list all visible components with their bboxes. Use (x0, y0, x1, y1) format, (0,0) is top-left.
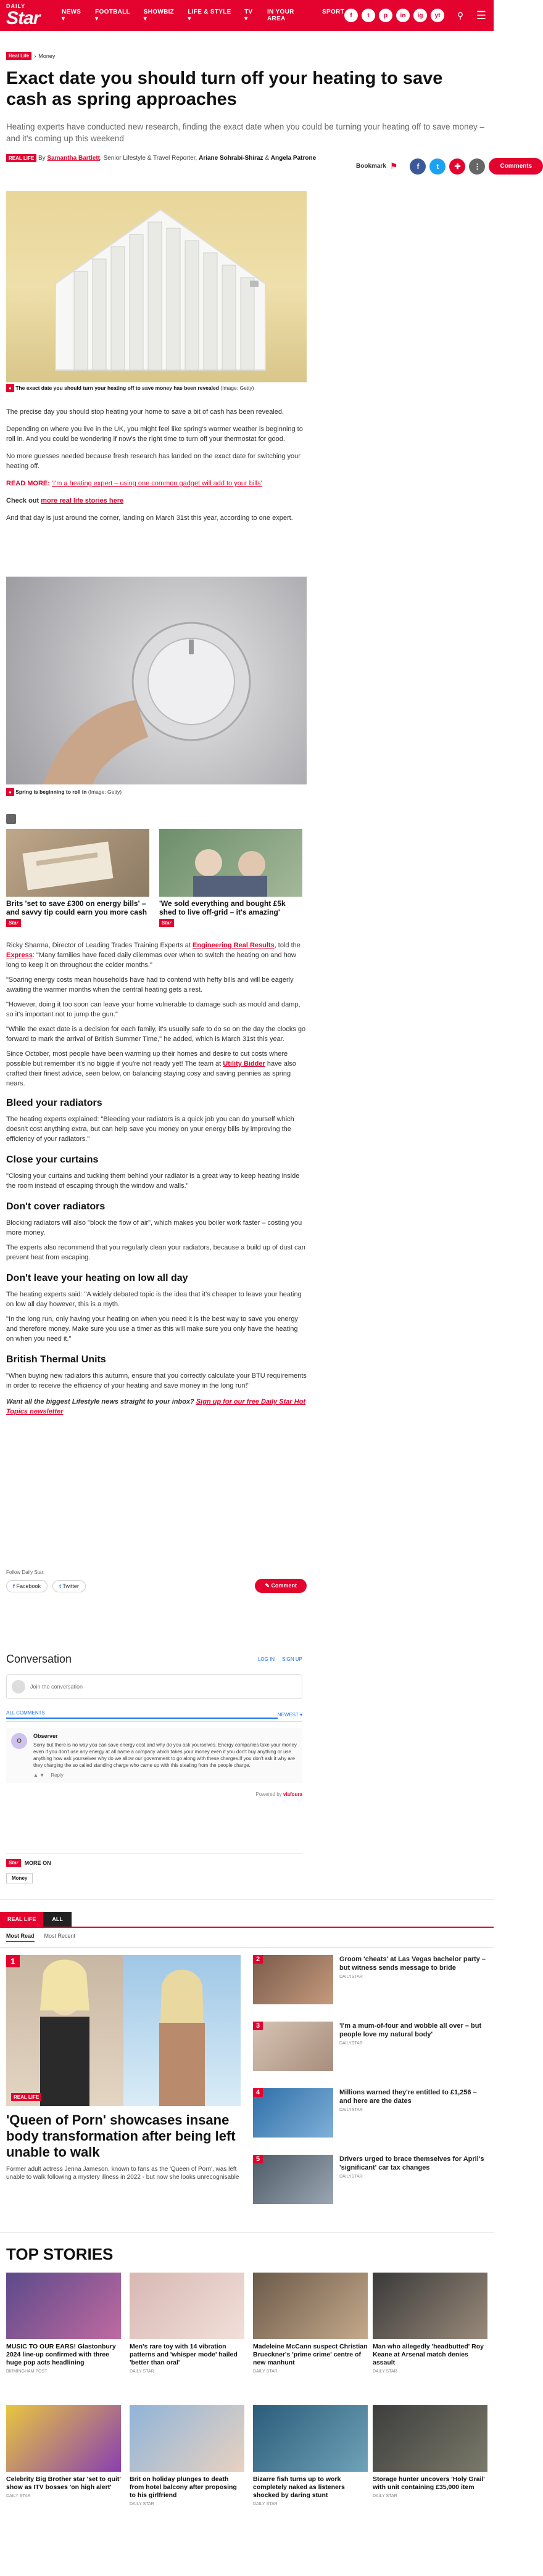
main-card-tag[interactable]: REAL LIFE (11, 2093, 41, 2101)
list-item[interactable]: 3 'I'm a mum-of-four and wobble all over – but people love my natural body' DAILYSTAR (253, 2022, 487, 2077)
comment-item (6, 1728, 302, 1783)
nav-item-in-your-area[interactable]: IN YOUR AREA (267, 9, 294, 22)
thermostat-caption: ● Spring is beginning to roll in (Image: Getty) (6, 789, 307, 796)
top-nav (0, 0, 494, 31)
top-story-card[interactable]: Brit on holiday plunges to death from hotel balcony after proposing to his girlfriend DAILY STAR (130, 2405, 244, 2506)
list-item-title: 'I'm a mum-of-four and wobble all over – but people love my natural body' (339, 2022, 482, 2038)
main-card-image (6, 1955, 241, 2106)
share-more-icon[interactable]: ⋮ (469, 158, 485, 175)
thermostat-image (6, 577, 307, 784)
top-story-image (253, 2405, 368, 2472)
star-badge: Star (6, 919, 21, 927)
daily-star-logo[interactable]: DAILY Star (6, 2, 40, 28)
subheading: Close your curtains (6, 1154, 99, 1165)
hero-image (6, 191, 307, 382)
nav-item-life-style[interactable]: LIFE & STYLE ▾ (188, 9, 231, 22)
dislike-icon[interactable]: ▼ (39, 1772, 45, 1778)
top-story-image (373, 2273, 487, 2339)
radiator-house-illustration (6, 191, 307, 382)
top-story-card[interactable]: Storage hunter uncovers 'Holy Grail' with unit containing £35,000 item DAILY STAR (373, 2405, 487, 2498)
conversation-title: Conversation (6, 1653, 72, 1665)
comments-button[interactable]: Comments (489, 158, 543, 175)
top-story-title: Man who allegedly 'headbutted' Roy Keane at Arsenal match denies assault (373, 2343, 484, 2366)
tab-all-comments[interactable]: ALL COMMENTS (6, 1710, 278, 1719)
tab-real-life[interactable]: REAL LIFE (0, 1912, 43, 1927)
subheading: Bleed your radiators (6, 1098, 102, 1108)
comment-author[interactable]: Observer (33, 1733, 58, 1739)
sort-newest-dropdown[interactable]: NEWEST ▾ (277, 1711, 302, 1718)
related-card-title: 'We sold everything and bought £5k shed to live off-grid – it's amazing' (159, 899, 286, 916)
utility-bidder-link[interactable]: Utility Bidder (223, 1060, 265, 1068)
nav-item-news[interactable]: NEWS ▾ (62, 9, 81, 22)
breadcrumb-tag[interactable]: Real Life (6, 52, 31, 60)
main-card-title: 'Queen of Porn' showcases insane body transformation after being left unable to walk (6, 2112, 236, 2160)
twitter-icon[interactable]: t (362, 9, 375, 22)
list-item[interactable]: 4 Millions warned they're entitled to £1,256 – and here are the dates DAILYSTAR (253, 2088, 487, 2144)
list-item[interactable]: 5 Drivers urged to brace themselves for April's 'significant' car tax changes DAILYSTAR (253, 2155, 487, 2210)
bookmark-button[interactable]: Bookmark (356, 163, 386, 170)
tab-most-recent[interactable]: Most Recent (44, 1933, 76, 1939)
list-item-title: Millions warned they're entitled to £1,256 – and here are the dates (339, 2089, 477, 2105)
share-flipboard-icon[interactable]: ✚ (449, 158, 465, 175)
list-item-image: 5 (253, 2155, 333, 2204)
comment-input[interactable] (30, 1684, 297, 1690)
follow-bar: Follow Daily Star: f Facebook t Twitter ✎ Comment (6, 1570, 307, 1593)
list-item-title: Groom 'cheats' at Las Vegas bachelor party – but witness sends message to bride (339, 1956, 486, 1972)
author-link[interactable]: Samantha Bartlett (47, 155, 100, 162)
nav-item-tv[interactable]: TV ▾ (244, 9, 253, 22)
bookmark-icon[interactable]: ⚑ (389, 161, 398, 171)
topic-chip-money[interactable]: Money (6, 1873, 33, 1883)
subheading: Don't leave your heating on low all day (6, 1273, 188, 1283)
article-body-2: Ricky Sharma, Director of Leading Trades Training Experts at Engineering Real Results, told the Express: "Many families have faced daily dilemmas over when to switch the heating on and how long to keep it on throughout the colder months." "Soaring energy costs mean households have had to contend with hefty bills and will be eagerly awaiting the warmer months when the central heating gets a rest. "However, doing it too soon can leave your home vulnerable to damage such as mould and damp, so it's important not to jump the gun." "While the exact date is a decision for each family, it's usually safe to do so on the day the clocks go forward to mark the arrival of British Summer Time," he added, which is March 31st this year. Since October, most people have been warming up their homes and desire to cut costs where possible but remember it's no biggie if you're not ready yet! The team at Utility Bidder have also crafted their finest advice, seen below, on balancing staying cosy and saving pennies as spring nears. Bleed your radiators The heating experts explained: "Bleeding your radiators is a quick job you can do yourself which doesn't cost anything extra, but can help save you money on your energy bills by improving the efficiency of your radiators." Close your curtains "Closing your curtains and tucking them behind your radiator is a great way to keep heating inside the room instead of escaping through the window and walls." Don't cover radiators Blocking radiators will also "block the flow of air", which makes you boiler work faster – costing you more money. The experts also recommend that you regularly clean your radiators, because a build up of dust can prevent heat from escaping. Don't leave your heating on low all day The heating experts said: "A widely debated topic is the idea that it's cheaper to leave your heating on low all day however, this is a myth. "In the long run, only having your heating on when you need it is the best way to save you energy and therefore money. Make sure you use a timer as this will make sure you only have the heating on when you need it." British Thermal Units "When buying new radiators this autumn, ensure that you correctly calculate your BTU requirements in order to receive the efficiency of your heating and save money in the long run!" Want all the biggest Lifestyle news straight to your inbox? Sign up for our free Daily Star Hot Topics newsletter (6, 942, 307, 1415)
comment-icon: ✎ (265, 1582, 270, 1589)
follow-twitter-button[interactable]: t Twitter (52, 1580, 86, 1592)
share-bar (356, 158, 543, 175)
list-item-image: 4 (253, 2088, 333, 2138)
facebook-icon[interactable]: f (344, 9, 358, 22)
top-story-title: Celebrity Big Brother star 'set to quit' show as ITV bosses 'on high alert' (6, 2475, 121, 2491)
user-avatar-placeholder (12, 1680, 25, 1693)
check-out-link[interactable]: more real life stories here (41, 497, 124, 504)
conversation-panel (6, 1653, 302, 1797)
linkedin-icon[interactable]: in (396, 9, 410, 22)
camera-icon: ● (6, 384, 14, 392)
more-on-section: Star MORE ON Money (6, 1853, 302, 1883)
related-card-title: Brits 'set to save £300 on energy bills' – and savvy tip could earn you more cash (6, 899, 147, 916)
most-read-main-card[interactable] (6, 1955, 241, 2181)
breadcrumb-separator: › (34, 52, 36, 59)
related-card[interactable] (159, 829, 302, 928)
top-stories-title: TOP STORIES (6, 2245, 114, 2263)
rank-number: 1 (6, 1955, 20, 1967)
share-twitter-icon[interactable]: t (429, 158, 446, 175)
related-articles (6, 814, 302, 931)
byline-tag[interactable]: REAL LIFE (6, 154, 36, 162)
share-facebook-icon[interactable]: f (410, 158, 426, 175)
tab-all[interactable]: ALL (43, 1912, 72, 1927)
main-card-desc: Former adult actress Jenna Jameson, known to fans as the 'Queen of Porn', was left unable to walk following a mystery illness in 2022 - but now she looks unrecognisable (6, 2166, 239, 2181)
author-name[interactable]: Angela Patrone (270, 155, 317, 162)
signup-link[interactable]: SIGN UP (282, 1656, 302, 1662)
most-read-section (0, 1912, 494, 1948)
subheading: Don't cover radiators (6, 1201, 106, 1212)
top-story-card[interactable]: Man who allegedly 'headbutted' Roy Keane at Arsenal match denies assault DAILY STAR (373, 2273, 487, 2374)
top-story-card[interactable]: Men's rare toy with 14 vibration patterns and 'whisper mode' hailed 'better than oral' DAILY STAR (130, 2273, 244, 2374)
hero-caption: ● The exact date you should turn your heating off to save money has been revealed (Image: Getty) (6, 385, 307, 392)
top-story-image (253, 2273, 368, 2339)
top-story-title: Brit on holiday plunges to death from hotel balcony after proposing to his girlfriend (130, 2475, 237, 2499)
list-item-image: 2 (253, 1955, 333, 2004)
engineering-link[interactable]: Engineering Real Results (193, 942, 275, 949)
viafoura-logo[interactable]: viafoura (283, 1792, 302, 1797)
express-link[interactable]: Express (6, 952, 33, 959)
tab-most-read[interactable]: Most Read (6, 1933, 35, 1942)
top-story-title: Men's rare toy with 14 vibration patterns and 'whisper mode' hailed 'better than oral' (130, 2343, 238, 2366)
instagram-icon[interactable]: ig (413, 9, 427, 22)
powered-by: Powered by viafoura (255, 1792, 302, 1797)
comment-actions (33, 1772, 297, 1778)
related-card[interactable] (6, 829, 149, 928)
reply-button[interactable]: Reply (51, 1772, 64, 1778)
divider (0, 2232, 494, 2233)
top-story-image (130, 2273, 244, 2339)
article-standfirst: Heating experts have conducted new research, finding the exact date when you could be turning your heating off to save money – and it's coming up this weekend (6, 122, 484, 143)
pinterest-icon[interactable]: p (379, 9, 392, 22)
star-badge: Star (159, 919, 174, 927)
top-story-image (130, 2405, 244, 2472)
most-read-list (253, 1955, 487, 2210)
breadcrumb (6, 52, 55, 60)
breadcrumb-section[interactable]: Money (38, 52, 56, 59)
social-links (344, 9, 487, 22)
article-body-1: The precise day you should stop heating your home to save a bit of cash has been revealed. Depending on where you live in the UK, you might feel like spring's warmer weather is beginning to roll in. And you could be wondering if now's the right time to turn off your thermostat for good. No more guesses needed because fresh research has landed on the exact date for switching your heating off. READ MORE: 'I'm a heating expert – using one common gadget will add to your bills' Check out more real life stories here And that day is just around the corner, landing on March 31st this year, according to one expert. (6, 408, 303, 522)
byline: REAL LIFE By Samantha Bartlett, Senior Lifestyle & Travel Reporter, Ariane Sohrabi-Shiraz & Angela Patrone (6, 154, 352, 163)
like-icon[interactable]: ▲ (33, 1772, 38, 1778)
top-story-title: Bizarre fish turns up to work completely naked as listeners shocked by daring stunt (253, 2475, 345, 2499)
top-story-title: Storage hunter uncovers 'Holy Grail' with unit containing £35,000 item (373, 2475, 485, 2491)
newsletter-link[interactable]: Sign up for our free Daily Star Hot Topics newsletter (6, 1398, 306, 1415)
star-badge: Star (6, 1859, 21, 1867)
divider (0, 1899, 494, 1900)
facebook-icon: f (13, 1582, 15, 1589)
top-story-image (6, 2405, 121, 2472)
top-story-card[interactable]: Bizarre fish turns up to work completely naked as listeners shocked by daring stunt DAILY STAR (253, 2405, 368, 2506)
article-title: Exact date you should turn off your heating to save cash as spring approaches (6, 68, 443, 109)
hamburger-menu-icon[interactable]: ☰ (476, 9, 487, 22)
related-card-image (159, 829, 302, 897)
list-item-title: Drivers urged to brace themselves for April's 'significant' car tax changes (339, 2155, 484, 2171)
login-link[interactable]: LOG IN (257, 1656, 275, 1662)
search-icon[interactable]: ⚲ (457, 10, 464, 20)
nav-item-football[interactable]: FOOTBALL ▾ (95, 9, 130, 22)
list-item-image: 3 (253, 2022, 333, 2071)
twitter-icon: t (59, 1582, 62, 1589)
camera-icon: ● (6, 788, 14, 796)
subheading: British Thermal Units (6, 1354, 106, 1365)
youtube-icon[interactable]: yt (431, 9, 444, 22)
nav-item-sport[interactable]: SPORT (322, 9, 344, 15)
avatar[interactable]: O (11, 1733, 27, 1749)
top-story-image (373, 2405, 487, 2472)
nav-item-showbiz[interactable]: SHOWBIZ ▾ (143, 9, 175, 22)
read-more-link[interactable]: 'I'm a heating expert – using one common gadget will add to your bills' (51, 480, 262, 487)
top-story-card[interactable]: Madeleine McCann suspect Christian Brueckner's 'prime crime' centre of new manhunt DAILY STAR (253, 2273, 368, 2374)
nav-menu (62, 9, 344, 22)
top-story-title: MUSIC TO OUR EARS! Glastonbury 2024 line-up confirmed with three huge pop acts headlining (6, 2343, 116, 2366)
top-story-image (6, 2273, 121, 2339)
top-story-card[interactable]: Celebrity Big Brother star 'set to quit' show as ITV bosses 'on high alert' DAILY STAR (6, 2405, 121, 2498)
top-story-title: Madeleine McCann suspect Christian Brueckner's 'prime crime' centre of new manhunt (253, 2343, 368, 2366)
author-name[interactable]: Ariane Sohrabi-Shiraz (199, 155, 263, 162)
related-card-image (6, 829, 149, 897)
list-item[interactable]: 2 Groom 'cheats' at Las Vegas bachelor party – but witness sends message to bride DAILYSTAR (253, 1955, 487, 2010)
comment-text: Sorry but there is no way you can save energy cost and why do you ask yourselves. Energy companies take your money even if you don't use any energy at all name a company which takes your money even if you don't buy anything or use anything how ask yourselves why do we allow our government to go along with these charges.If you don't ask it why are they charging the so called standing charge who came up with this stealing from the people charge. (33, 1742, 297, 1768)
comment-button[interactable]: ✎ Comment (255, 1579, 307, 1593)
thermostat-dial-illustration (6, 577, 307, 784)
top-story-card[interactable]: MUSIC TO OUR EARS! Glastonbury 2024 line-up confirmed with three huge pop acts headlining BIRMINGHAM POST (6, 2273, 121, 2374)
follow-facebook-button[interactable]: f Facebook (6, 1580, 48, 1592)
related-logo-icon (6, 814, 16, 824)
